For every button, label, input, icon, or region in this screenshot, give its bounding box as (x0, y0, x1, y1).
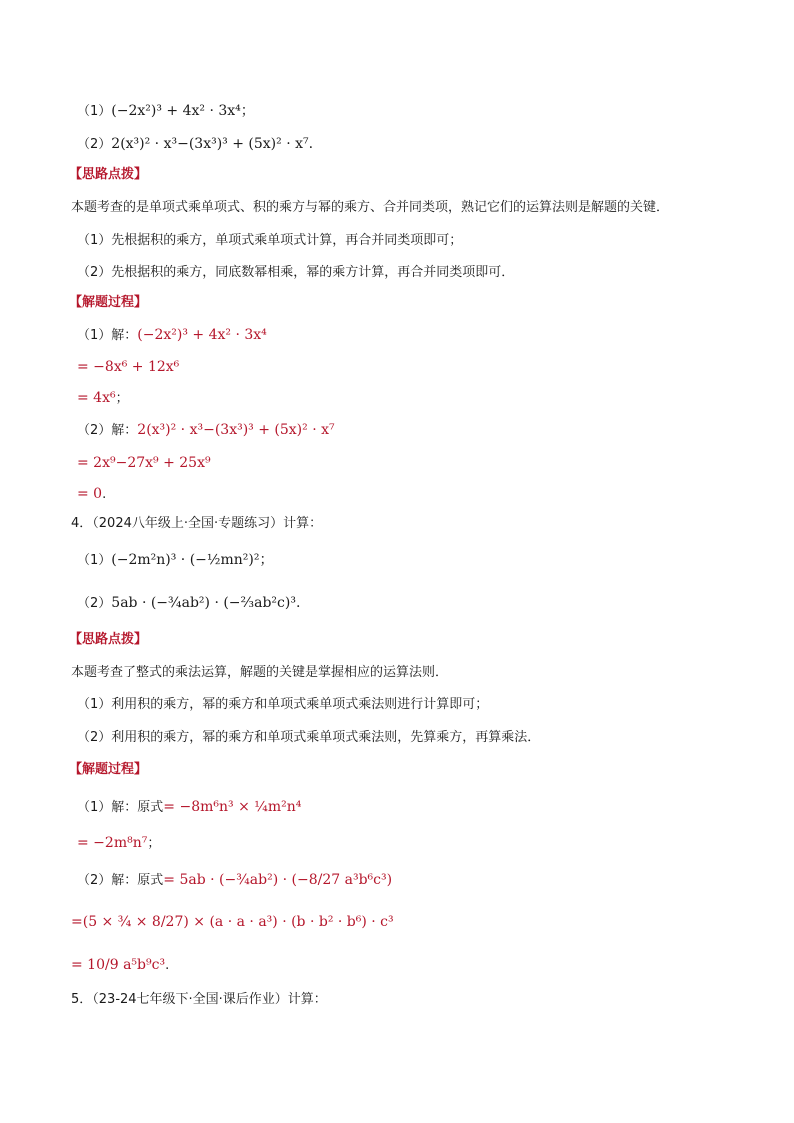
p3-q1-expression: (−2x²)³ + 4x² · 3x⁴； (111, 103, 255, 119)
p4-solution-2 (77, 870, 392, 891)
p4-hint-heading: 【思路点拨】 (69, 632, 148, 647)
p4-hint-text: 本题考查了整式的乘法运算，解题的关键是掌握相应的运算法则． (71, 665, 449, 680)
p4-s2-step-1: =(5 × ¾ × 8/27) × (a · a · a³) · (b · b² · b⁶) · c³ (71, 914, 394, 930)
p4-q2-label: （2） (77, 596, 112, 611)
p4-question-1 (77, 550, 273, 571)
p3-s1-step-1: = −8x⁶ + 12x⁶ (77, 359, 180, 375)
p3-question-2 (77, 134, 313, 155)
p4-s2-step-2: = 10/9 a⁵b⁹c³ (71, 957, 166, 973)
p3-hint-2: （2）先根据积的乘方，同底数幂相乘，幂的乘方计算，再合并同类项即可． (77, 265, 515, 280)
p3-s2-step-2: = 0 (77, 486, 103, 502)
p4-s1-expression: = −8m⁶n³ × ¼m²n⁴ (163, 799, 302, 815)
p4-s2-label: （2）解：原式 (77, 873, 164, 888)
p4-solution-1 (77, 797, 301, 818)
p3-s1-label: （1）解： (77, 328, 138, 343)
p5-title: 5．（23-24七年级下·全国·课后作业）计算： (71, 992, 327, 1007)
p4-s2-expression: = 5ab · (−¾ab²) · (−8/27 a³b⁶c³) (163, 872, 393, 888)
p4-solution-heading: 【解题过程】 (69, 762, 148, 777)
p3-solution-1 (77, 325, 267, 346)
p4-s2-step-2-line (71, 955, 169, 976)
p3-solution-heading: 【解题过程】 (69, 295, 148, 310)
p4-question-2 (77, 593, 300, 614)
p4-hint-1: （1）利用积的乘方，幂的乘方和单项式乘单项式乘法则进行计算即可； (77, 697, 489, 712)
p3-q1-label: （1） (77, 104, 112, 119)
p3-s2-step-2-punct: . (102, 487, 107, 502)
p3-q2-expression: 2(x³)² · x³−(3x³)³ + (5x)² · x⁷. (111, 136, 314, 152)
p3-q2-label: （2） (77, 137, 112, 152)
p3-s1-expression: (−2x²)³ + 4x² · 3x⁴ (137, 327, 267, 343)
p4-q1-expression: (−2m²n)³ · (−½mn²)²； (111, 552, 274, 568)
p4-q2-expression: 5ab · (−¾ab²) · (−⅔ab²c)³. (111, 595, 301, 611)
p3-s1-step-2: = 4x⁶ (77, 390, 116, 406)
p3-s2-step-1: = 2x⁹−27x⁹ + 25x⁹ (77, 455, 211, 471)
p3-hint-1: （1）先根据积的乘方，单项式乘单项式计算，再合并同类项即可； (77, 233, 463, 248)
p3-s2-step-2-line (77, 484, 106, 505)
p4-q1-label: （1） (77, 553, 112, 568)
p3-hint-text: 本题考查的是单项式乘单项式、积的乘方与幂的乘方、合并同类项，熟记它们的运算法则是解题的关键． (71, 200, 670, 215)
p4-s1-step-1-line (77, 833, 160, 854)
p3-s2-label: （2）解： (77, 423, 138, 438)
p4-s2-step-2-punct: . (165, 958, 170, 973)
p3-question-1 (77, 101, 255, 122)
p4-title: 4．（2024八年级上·全国·专题练习）计算： (71, 516, 323, 531)
p3-s1-step-2-punct: ； (115, 391, 129, 406)
p4-s1-step-1-punct: ； (147, 836, 161, 851)
p3-s2-expression: 2(x³)² · x³−(3x³)³ + (5x)² · x⁷ (137, 422, 335, 438)
p4-s1-step-1: = −2m⁸n⁷ (77, 835, 148, 851)
p3-hint-heading: 【思路点拨】 (69, 167, 148, 182)
p3-solution-2 (77, 420, 335, 441)
p4-hint-2: （2）利用积的乘方，幂的乘方和单项式乘单项式乘法则，先算乘方，再算乘法． (77, 730, 541, 745)
p4-s1-label: （1）解：原式 (77, 800, 164, 815)
p3-s1-step-2-line (77, 388, 129, 409)
